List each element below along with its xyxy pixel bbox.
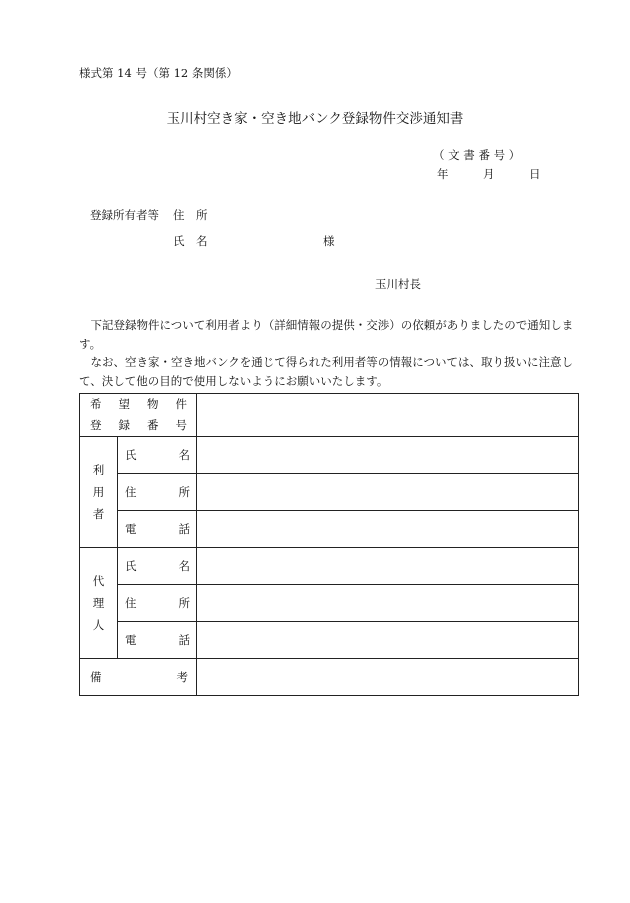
agent-address-field[interactable]: [197, 585, 579, 622]
agent-phone-field[interactable]: [197, 622, 579, 659]
agent-name-label: 氏 名: [118, 548, 197, 585]
user-phone-row: [80, 511, 579, 548]
remarks-row: [80, 659, 579, 696]
user-address-field[interactable]: [197, 474, 579, 511]
agent-phone-label: 電 話: [118, 622, 197, 659]
owner-address-label: 住 所: [173, 208, 208, 222]
registration-label-line-2: 登 録 番 号: [90, 418, 187, 432]
owner-label: 登録所有者等: [90, 208, 159, 222]
document-title: 玉川村空き家・空き地バンク登録物件交渉通知書: [166, 111, 464, 127]
user-group-label: 利 用 者: [80, 437, 118, 548]
user-address-row: [80, 474, 579, 511]
user-phone-field[interactable]: [197, 511, 579, 548]
registration-row: [80, 394, 579, 437]
body-text: [79, 316, 579, 390]
form-number: 様式第 14 号（第 12 条関係）: [79, 66, 238, 80]
property-form-table: [79, 393, 579, 696]
owner-name-label: 氏 名: [173, 234, 208, 248]
agent-name-field[interactable]: [197, 548, 579, 585]
user-address-label: 住 所: [118, 474, 197, 511]
honorific: 様: [323, 234, 335, 248]
user-phone-label: 電 話: [118, 511, 197, 548]
date-line: 年 月 日: [437, 167, 541, 181]
document-number-label: （ 文 書 番 号 ）: [433, 148, 521, 162]
user-name-field[interactable]: [197, 437, 579, 474]
remarks-field[interactable]: [197, 659, 579, 696]
agent-phone-row: [80, 622, 579, 659]
user-name-label: 氏 名: [118, 437, 197, 474]
body-paragraph-1: 下記登録物件について利用者より（詳細情報の提供・交渉）の依頼がありましたので通知します。: [79, 318, 574, 351]
remarks-label: 備 考: [80, 659, 197, 696]
registration-label: [80, 394, 197, 437]
registration-label-line-1: 希 望 物 件: [90, 397, 187, 411]
user-name-row: [80, 437, 579, 474]
registration-number-field[interactable]: [197, 394, 579, 437]
body-paragraph-2: なお、空き家・空き地バンクを通じて得られた利用者等の情報については、取り扱いに注意して、決して他の目的で使用しないようにお願いいたします。: [79, 355, 574, 388]
agent-address-row: [80, 585, 579, 622]
agent-name-row: [80, 548, 579, 585]
agent-group-label: 代 理 人: [80, 548, 118, 659]
sender: 玉川村長: [375, 277, 421, 291]
agent-address-label: 住 所: [118, 585, 197, 622]
